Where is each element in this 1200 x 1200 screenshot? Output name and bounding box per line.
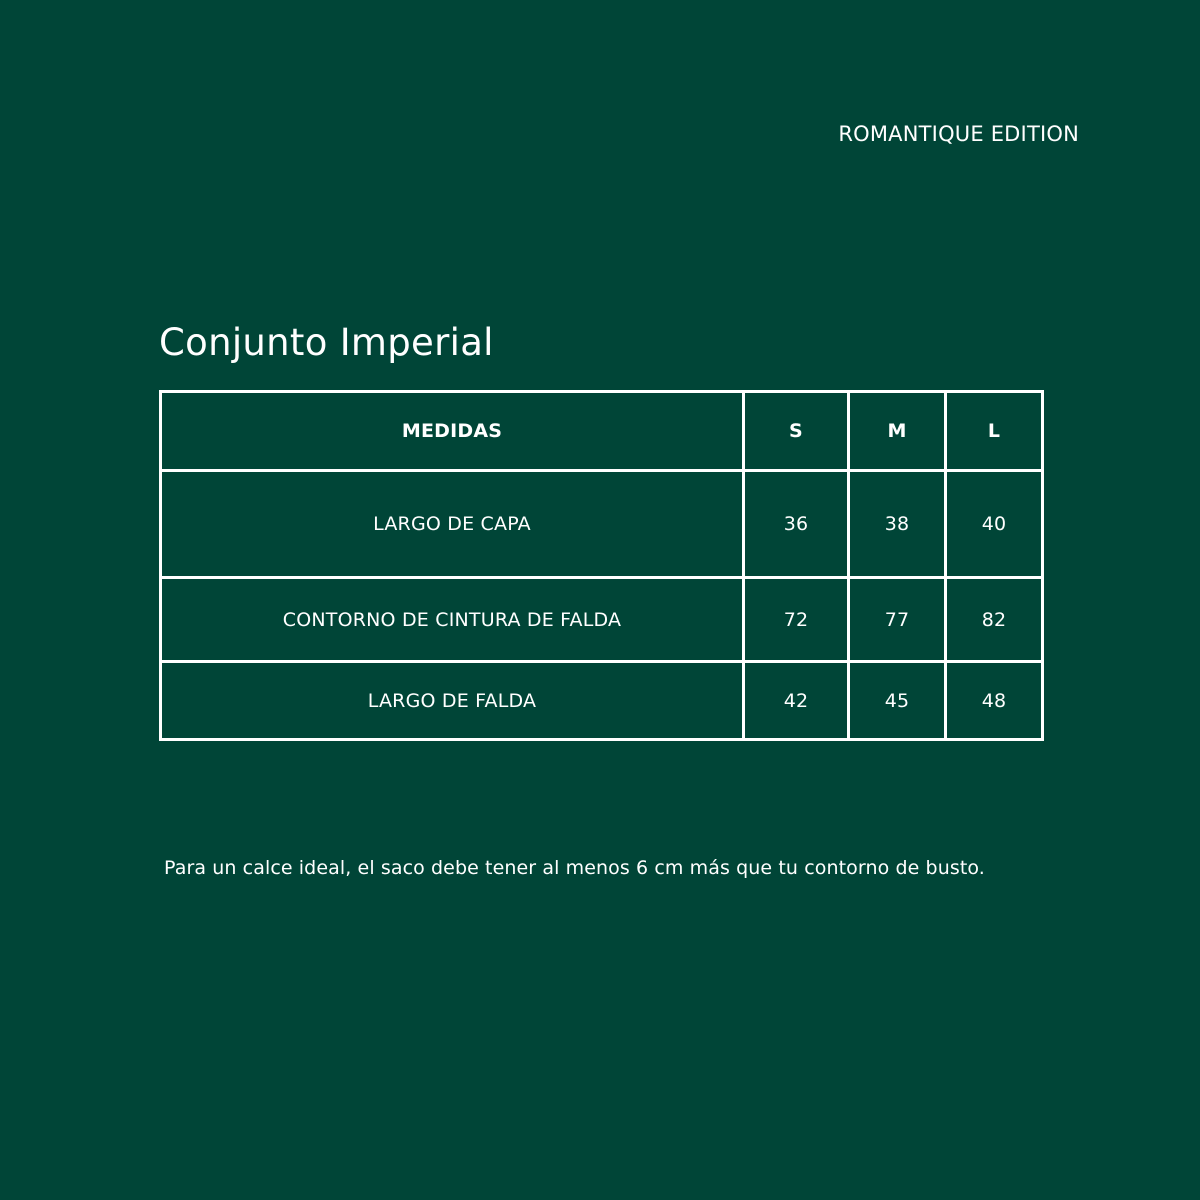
cell-l: 40 [946, 471, 1043, 578]
cell-s: 36 [744, 471, 849, 578]
cell-s: 72 [744, 578, 849, 662]
edition-label: ROMANTIQUE EDITION [838, 122, 1079, 146]
table-row [161, 662, 1043, 740]
row-label: CONTORNO DE CINTURA DE FALDA [161, 578, 744, 662]
fit-note: Para un calce ideal, el saco debe tener al menos 6 cm más que tu contorno de busto. [164, 857, 985, 879]
table-header-row [161, 392, 1043, 471]
table-row [161, 471, 1043, 578]
size-table [159, 390, 1044, 741]
header-size-l: L [946, 392, 1043, 471]
header-size-m: M [849, 392, 946, 471]
header-medidas: MEDIDAS [161, 392, 744, 471]
cell-s: 42 [744, 662, 849, 740]
row-label: LARGO DE FALDA [161, 662, 744, 740]
cell-l: 48 [946, 662, 1043, 740]
header-size-s: S [744, 392, 849, 471]
table-row [161, 578, 1043, 662]
cell-m: 77 [849, 578, 946, 662]
cell-l: 82 [946, 578, 1043, 662]
cell-m: 38 [849, 471, 946, 578]
cell-m: 45 [849, 662, 946, 740]
page-title: Conjunto Imperial [159, 321, 494, 364]
row-label: LARGO DE CAPA [161, 471, 744, 578]
